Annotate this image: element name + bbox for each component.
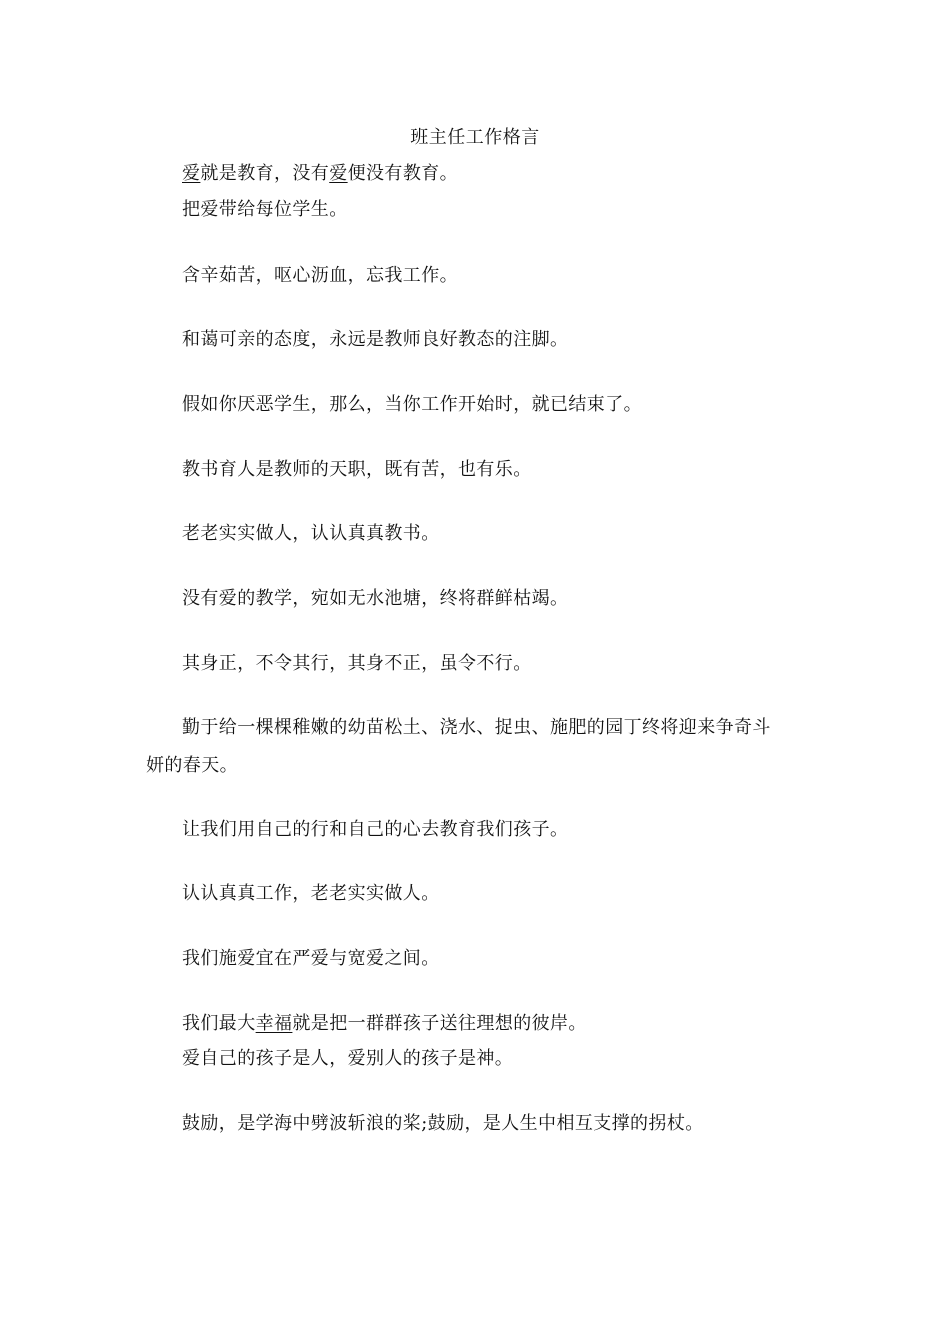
underlined-word: 爱 [182, 163, 201, 184]
motto-line-10: 勤于给一棵棵稚嫩的幼苗松土、浇水、捉虫、施肥的园丁终将迎来争奇斗 [182, 717, 771, 738]
motto-text: 我们最大 [182, 1013, 256, 1034]
motto-line-1 [182, 160, 458, 188]
motto-line-5: 假如你厌恶学生，那么，当你工作开始时，就已结束了。 [182, 394, 642, 415]
motto-line-6: 教书育人是教师的天职，既有苦，也有乐。 [182, 459, 532, 480]
motto-line-11: 让我们用自己的行和自己的心去教育我们孩子。 [182, 819, 569, 840]
motto-line-15: 爱自己的孩子是人，爱别人的孩子是神。 [182, 1048, 514, 1069]
motto-line-8: 没有爱的教学，宛如无水池塘，终将群鲜枯竭。 [182, 588, 569, 609]
motto-line-9: 其身正，不令其行，其身不正，虽令不行。 [182, 653, 532, 674]
underlined-word: 幸福 [255, 1013, 293, 1034]
document-title: 班主任工作格言 [410, 127, 540, 148]
motto-line-14 [182, 1010, 587, 1038]
underlined-word: 爱 [329, 163, 348, 184]
motto-line-16: 鼓励，是学海中劈波斩浪的桨;鼓励，是人生中相互支撑的拐杖。 [182, 1113, 704, 1134]
motto-line-2: 把爱带给每位学生。 [182, 199, 348, 220]
motto-line-10-continued: 妍的春天。 [146, 755, 238, 776]
motto-text: 就是教育，没有 [200, 163, 330, 184]
motto-line-4: 和蔼可亲的态度，永远是教师良好教态的注脚。 [182, 329, 569, 350]
motto-line-13: 我们施爱宜在严爱与宽爱之间。 [182, 948, 440, 969]
motto-text: 便没有教育。 [347, 163, 459, 184]
motto-line-12: 认认真真工作，老老实实做人。 [182, 883, 440, 904]
motto-text: 就是把一群群孩子送往理想的彼岸。 [292, 1013, 587, 1034]
motto-line-3: 含辛茹苦，呕心沥血，忘我工作。 [182, 265, 458, 286]
motto-line-7: 老老实实做人，认认真真教书。 [182, 523, 440, 544]
